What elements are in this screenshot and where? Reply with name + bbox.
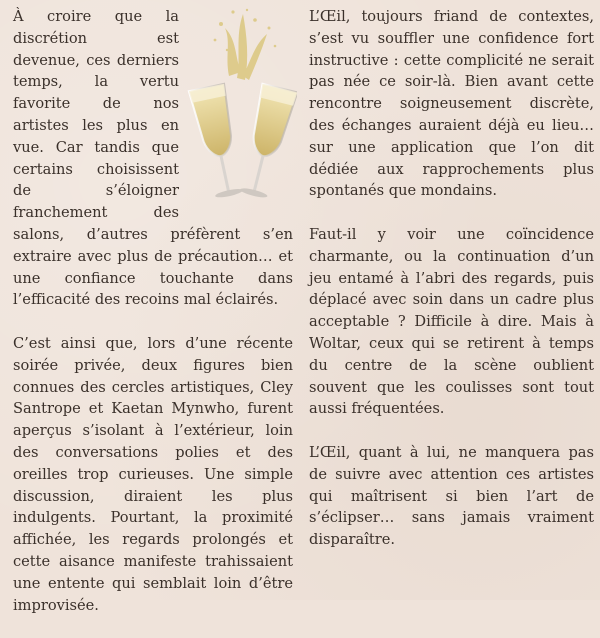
article-paragraph: Faut-il y voir une coïncidence charmante, ou la continuation d’un jeu entamé à l’abri des regards, puis déplacé avec soin dans un cadre plus acceptable ? Difficile à dire. Mais à Woltar, ceux qui se retirent à temps du centre de la scène oublient souvent que les coulisses sont tout aussi fréquentées. xyxy=(309,225,594,418)
article-paragraph: L’Œil, toujours friand de contextes, s’est vu souffler une confidence fort instructive : cette complicité ne serait pas née ce soir-là. Bien avant cette rencontre soigneusement discrète, des échanges auraient déjà eu lieu… sur une application que l’on dit dédiée aux rapprochements plus spontanés que mondains. xyxy=(309,8,594,200)
article-column-left xyxy=(13,6,293,638)
champagne-toast-icon xyxy=(185,6,297,202)
champagne-glass-left xyxy=(189,84,247,200)
article-paragraph: C’est ainsi que, lors d’une récente soirée privée, deux figures bien connues des cercles artistiques, Cley Santrope et Kaetan Mynwho, furent aperçus s’isolant à l’extérieur, loin des conversations polies et des oreilles trop curieuses. Une simple discussion, diraient les plus indulgents. Pourtant, la proximité affichée, les regards prolongés et cette aisance manifeste trahissaient une entente qui semblait loin d’être improvisée. xyxy=(13,334,293,614)
article-paragraph: À croire que la discrétion est devenue, ces derniers temps, la vertu favorite de nos artistes les plus en vue. Car tandis que certains choisissent de s’éloigner franchement des salons, d’autres préfèrent s’en extraire avec plus de précaution… et une confiance touchante dans l’efficacité des recoins mal éclairés. xyxy=(13,8,293,309)
champagne-splash xyxy=(214,9,277,80)
article-column-right xyxy=(309,6,594,573)
article-paragraph: L’Œil, quant à lui, ne manquera pas de suivre avec attention ces artistes qui maîtrisent si bien l’art de s’éclipser… sans jamais vraiment disparaître. xyxy=(309,443,594,549)
champagne-glass-right xyxy=(236,84,297,200)
